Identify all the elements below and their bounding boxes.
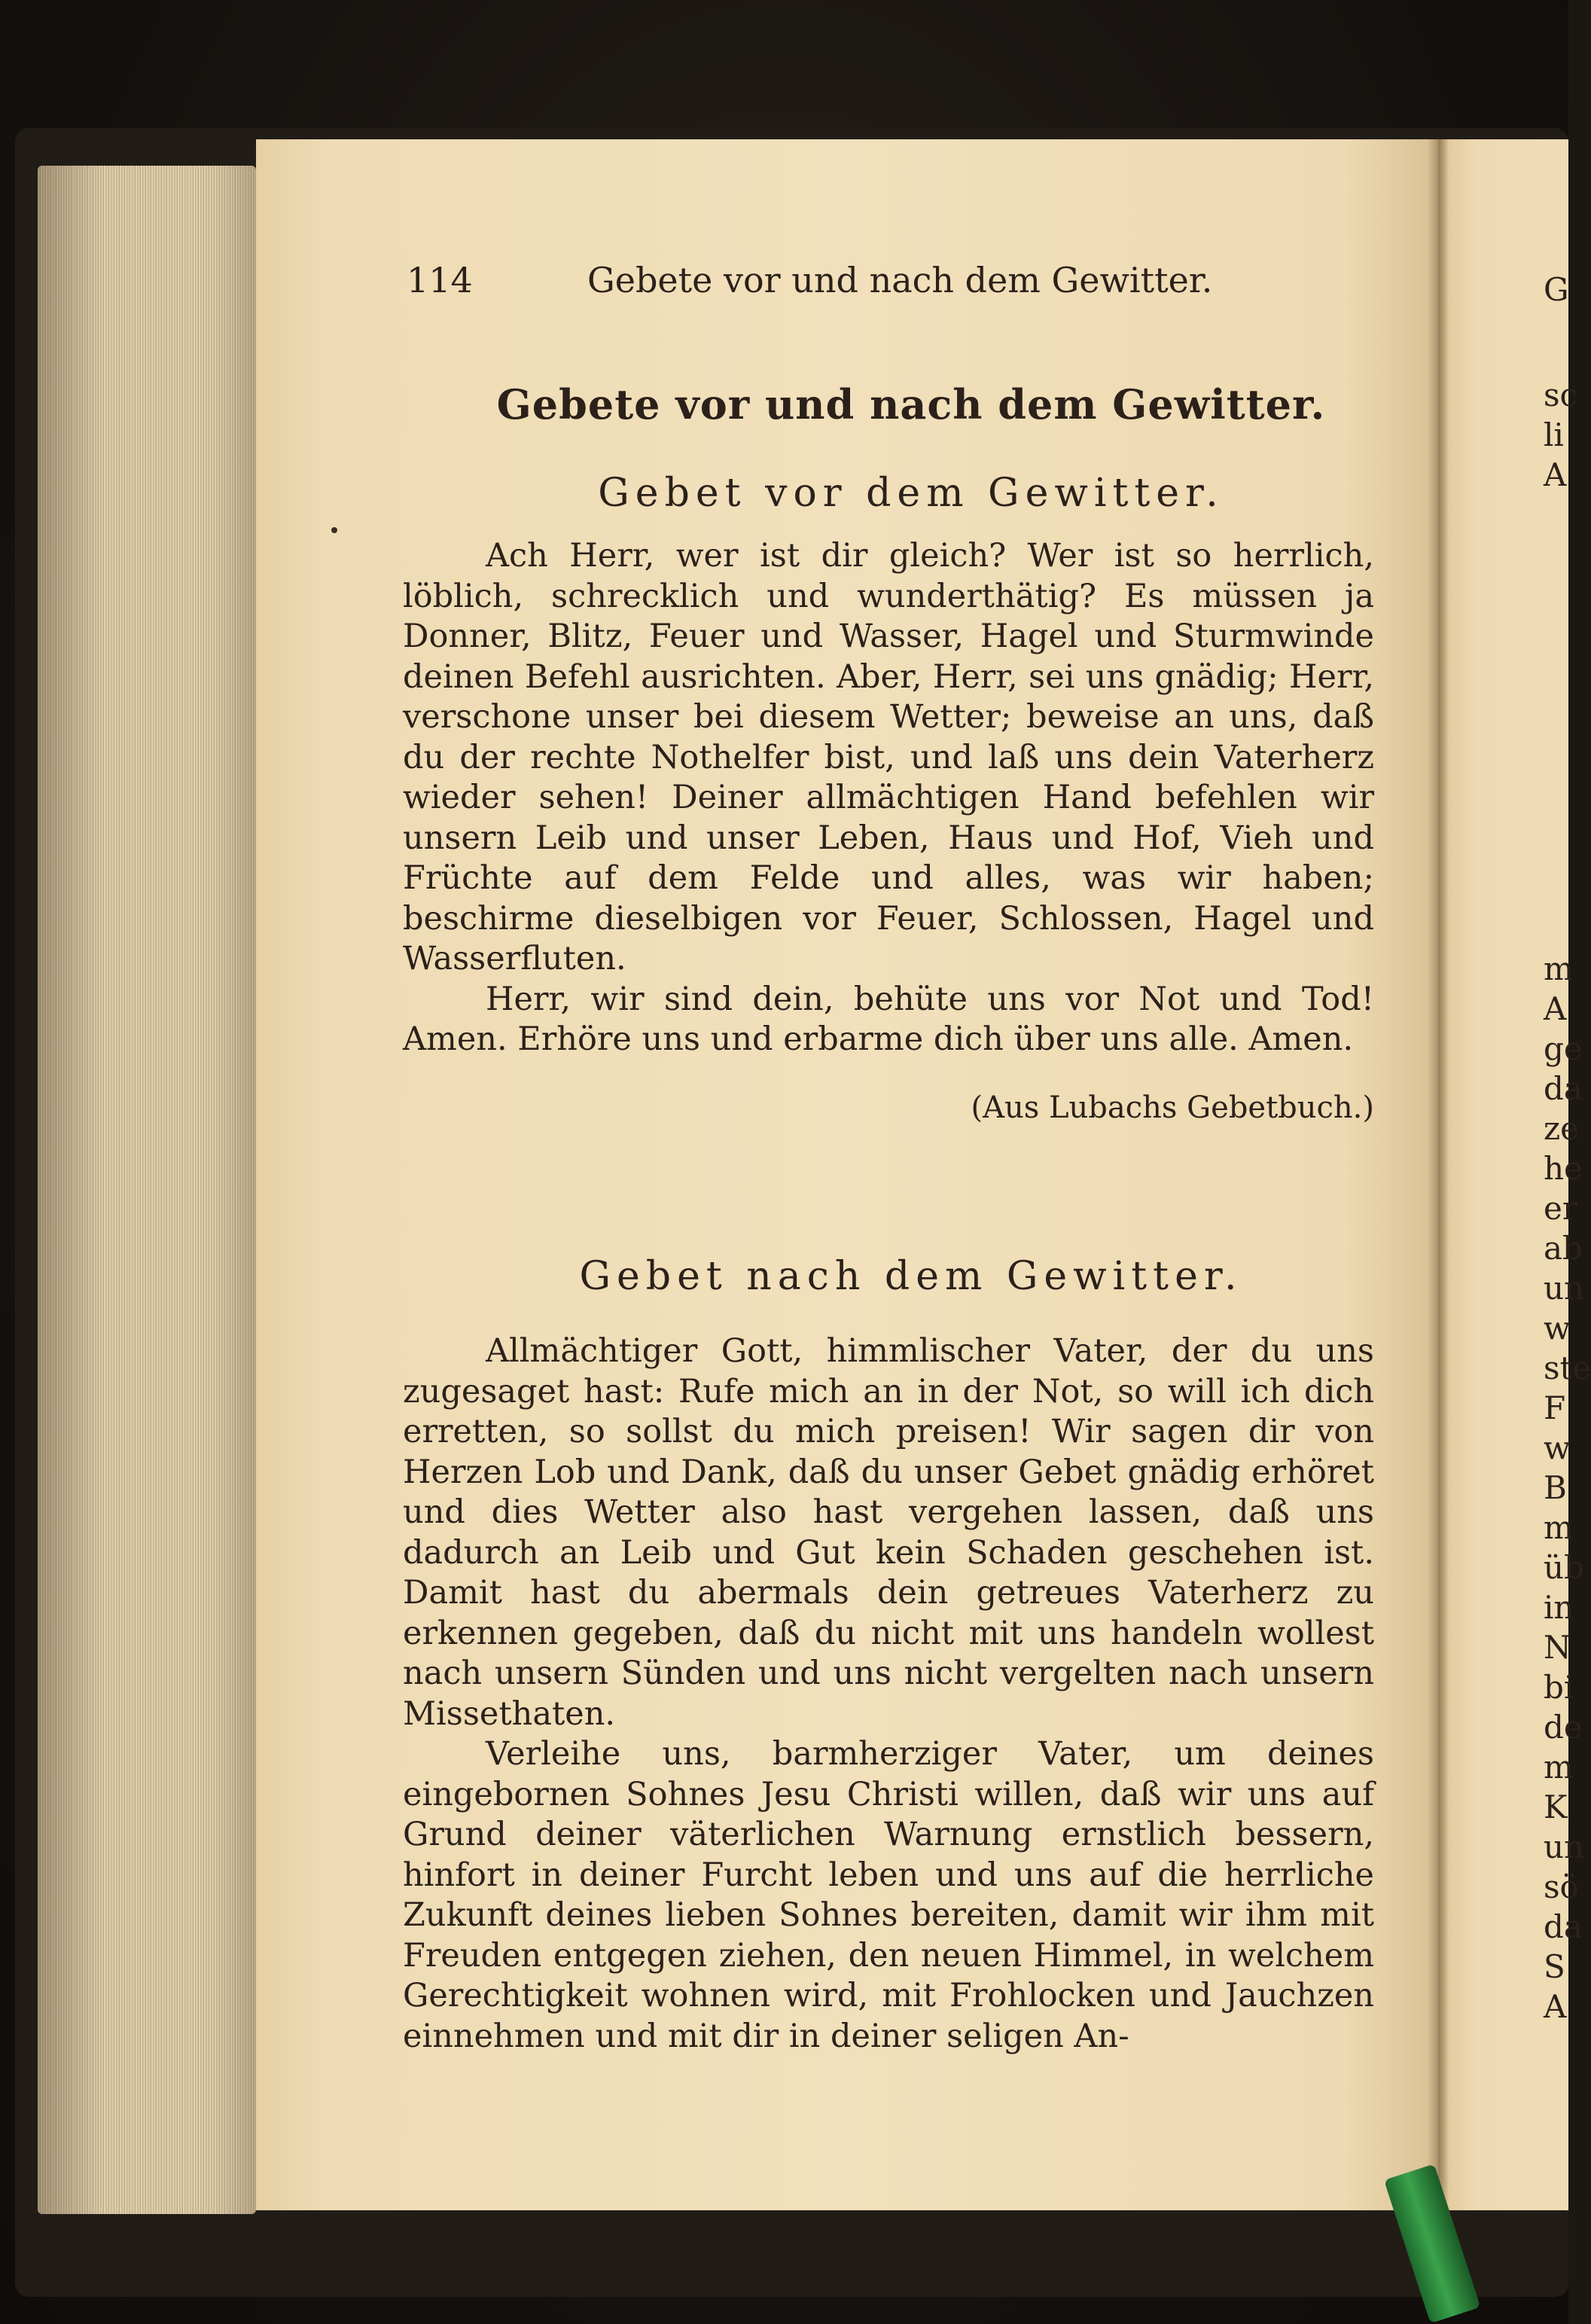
fragment: da [1544, 1070, 1583, 1107]
fragment: he [1544, 1150, 1583, 1187]
fragment: sö [1544, 1868, 1579, 1905]
fragment: in [1544, 1589, 1574, 1626]
fragment: ste [1544, 1350, 1591, 1386]
fragment: w [1544, 1310, 1571, 1347]
fragment: A [1544, 456, 1567, 493]
prayer-after-body [403, 1331, 1374, 2057]
fragment: N [1544, 1629, 1571, 1666]
paragraph: Allmächtiger Gott, himmlischer Vater, der du uns zugesaget hast: Rufe mich an in der Not, so will ich dich erretten, so sollst du mich preisen! Wir sagen dir von Herzen Lob und Dank, daß du unser Gebet gnädig erhöret und dies Wetter also hast vergehen lassen, daß uns dadurch an Leib und Gut kein Schaden geschehen ist. Damit hast du abermals dein getreues Vaterherz zu erkennen gegeben, daß du nicht mit uns handeln wollest nach unsern Sünden und uns nicht vergelten nach unsern Missethaten. [403, 1332, 1374, 1733]
fragment: ab [1544, 1230, 1583, 1267]
page-number: 114 [407, 260, 473, 300]
section-title-after: Gebet nach dem Gewitter. [579, 1254, 1243, 1299]
fragment: G [1544, 271, 1569, 308]
fragment: ze [1544, 1110, 1579, 1147]
section-title-before: Gebet vor dem Gewitter. [598, 471, 1224, 516]
fragment: un [1544, 1828, 1585, 1865]
fragment: A [1544, 1988, 1567, 2025]
fragment: m [1544, 1749, 1574, 1786]
fragment: m [1544, 1509, 1574, 1546]
paragraph: Verleihe uns, barmherziger Vater, um deines eingebornen Sohnes Jesu Christi willen, daß wir uns auf Grund deiner väterlichen Warnung ernstlich bessern, hinfort in deiner Furcht leben und uns auf die herrliche Zukunft deines lieben Sohnes bereiten, damit wir ihm mit Freuden entgegen ziehen, den neuen Himmel, in welchem Gerechtigkeit wohnen wird, mit Frohlocken und Jauchzen einnehmen und mit dir in deiner seligen An- [403, 1735, 1374, 2055]
source-citation: (Aus Lubachs Gebetbuch.) [971, 1090, 1374, 1125]
fragment: B [1544, 1469, 1567, 1506]
fragment: bi [1544, 1669, 1574, 1706]
fragment: un [1544, 1270, 1585, 1307]
fragment: w [1544, 1429, 1571, 1466]
book-gutter [1427, 139, 1449, 2210]
prayer-before-body [403, 536, 1374, 1060]
fragment: A [1544, 990, 1567, 1027]
fragment: F [1544, 1389, 1566, 1426]
fragment: da [1544, 1908, 1583, 1945]
fragment: m [1544, 950, 1574, 987]
paragraph: Herr, wir sind dein, behüte uns vor Not und Tod! Amen. Erhöre uns und erbarme dich über uns alle. Amen. [403, 980, 1374, 1058]
paragraph: Ach Herr, wer ist dir gleich? Wer ist so herrlich, löblich, schrecklich und wunderthätig? Es müssen ja Donner, Blitz, Feuer und Wasser, Hagel und Sturmwinde deinen Befehl ausrichten. Aber, Herr, sei uns gnädig; Herr, verschone unser bei diesem Wetter; beweise an uns, daß du der rechte Nothelfer bist, und laß uns dein Vaterherz wieder sehen! Deiner allmächtigen Hand befehlen wir unsern Leib und unser Leben, Haus und Hof, Vieh und Früchte auf dem Felde und alles, was wir haben; beschirme dieselbigen vor Feuer, Schlossen, Hagel und Wasserfluten. [403, 537, 1374, 977]
running-title: Gebete vor und nach dem Gewitter. [587, 260, 1213, 300]
fragment: üb [1544, 1549, 1584, 1586]
fragment: K [1544, 1789, 1568, 1825]
fragment: ge [1544, 1030, 1583, 1067]
page-header [407, 260, 1385, 320]
main-title: Gebete vor und nach dem Gewitter. [496, 380, 1326, 429]
fragment: S [1544, 1948, 1565, 1985]
ink-speck [331, 527, 337, 533]
fragment: li [1544, 416, 1564, 453]
fragment: er [1544, 1190, 1577, 1227]
fragment: de [1544, 1709, 1583, 1746]
fragment: sc [1544, 377, 1578, 413]
